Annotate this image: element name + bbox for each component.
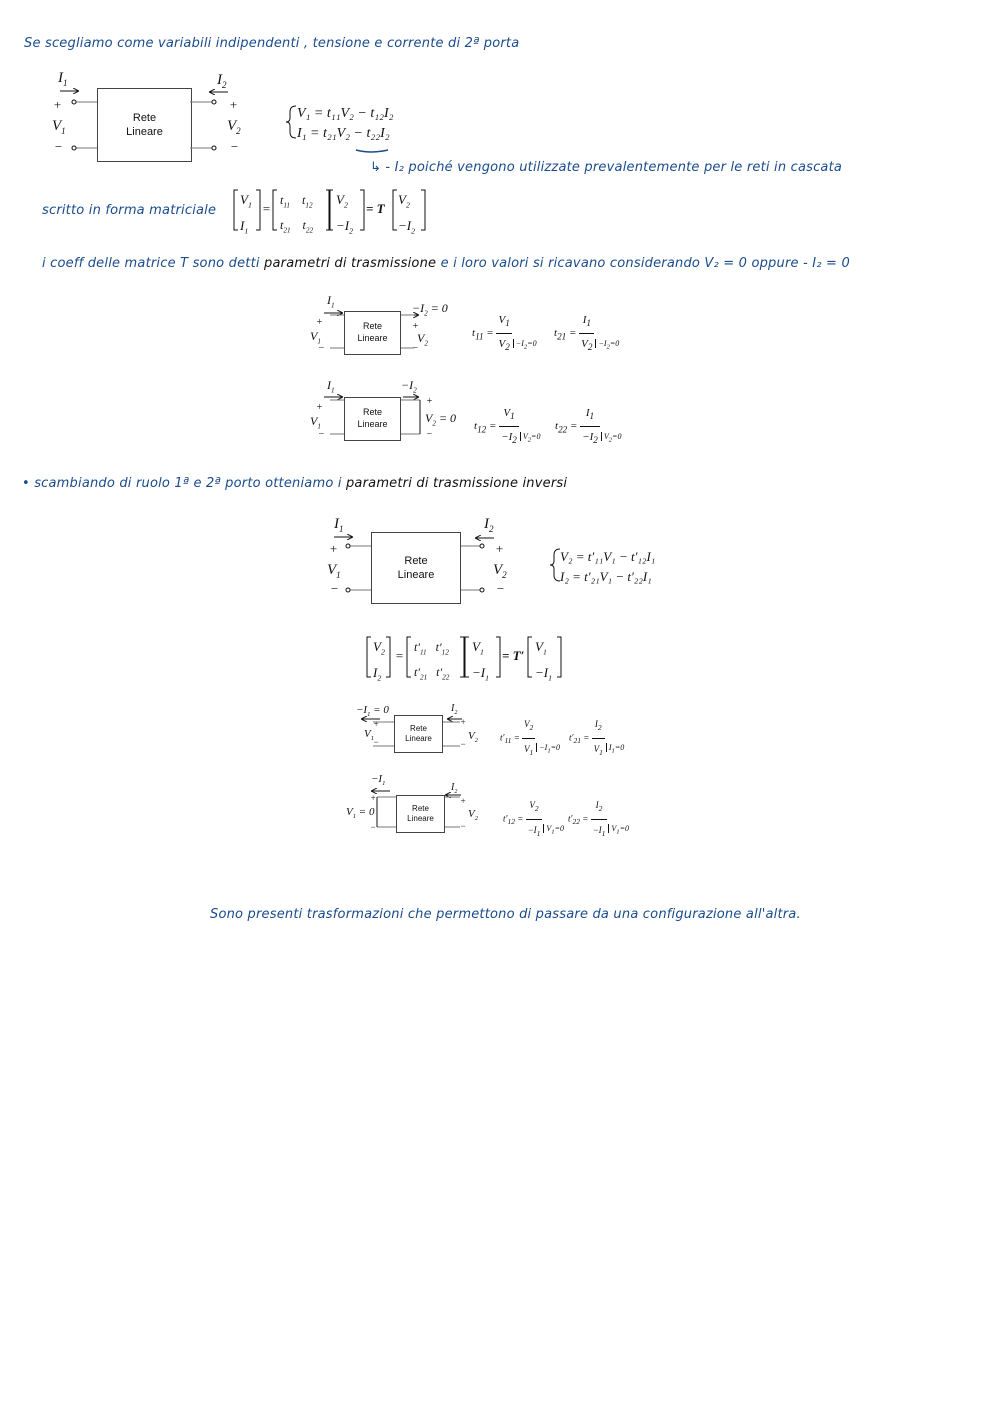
network-box: Rete Lineare: [97, 88, 192, 162]
network-box-small: Rete Lineare: [394, 715, 443, 753]
note-coefficients: i coeff delle matrice T sono detti parametri di trasmissione e i loro valori si ricavano considerando V₂ = 0 oppure - I₂ = 0: [42, 256, 850, 271]
note-intro: Se scegliamo come variabili indipendenti , tensione e corrente di 2ª porta: [24, 36, 520, 51]
network-box-small: Rete Lineare: [344, 311, 401, 355]
note-minus-i2: ↳ - I₂ poiché vengono utilizzate prevalentemente per le reti in cascata: [370, 160, 843, 175]
note-matrix-form: scritto in forma matriciale: [42, 203, 217, 218]
equation-system-2: V₂ = t′₁₁V₁ − t′₁₂I₁ I₂ = t′₂₁V₁ − t′₂₂I₁: [560, 549, 656, 584]
network-box-small: Rete Lineare: [344, 397, 401, 441]
network-box-small: Rete Lineare: [396, 795, 445, 833]
equation-system-1: V₁ = t₁₁V₂ − t₁₂I₂ I₁ = t₂₁V₂ − t₂₂I₂: [297, 106, 394, 141]
note-conclusion: Sono presenti trasformazioni che permettono di passare da una configurazione all'altra.: [210, 907, 801, 922]
network-box: Rete Lineare: [371, 532, 461, 604]
note-inverse: • scambiando di ruolo 1ª e 2ª porto otteniamo i parametri di trasmissione inversi: [22, 476, 568, 491]
